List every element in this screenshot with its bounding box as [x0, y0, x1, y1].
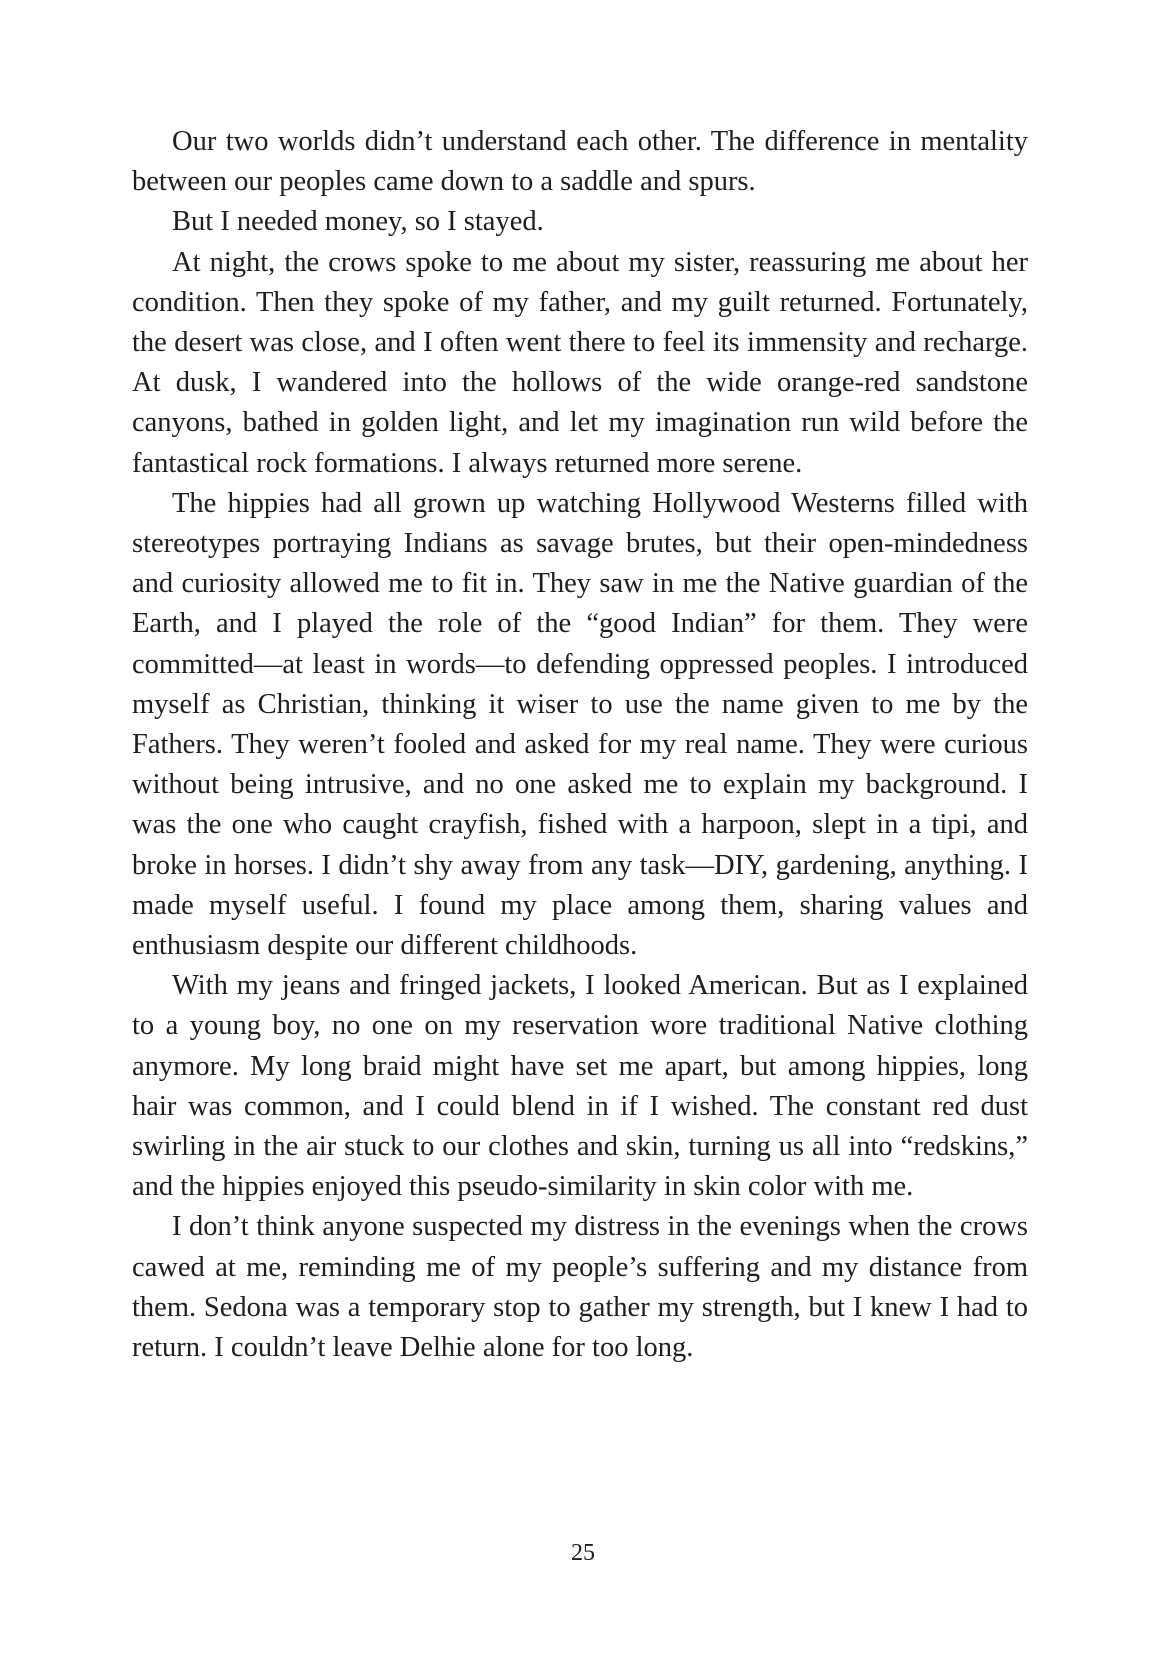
body-text: [132, 122, 1028, 1368]
paragraph: I don’t think anyone suspected my distress in the evenings when the crows cawed at me, reminding me of my people’s suffering and my distance from them. Sedona was a temporary stop to gather my strength, but I knew I had to return. I couldn’t leave Delhie alone for too long.: [132, 1211, 1028, 1364]
paragraph: But I needed money, so I stayed.: [172, 206, 544, 238]
paragraph: At night, the crows spoke to me about my sister, reassuring me about her condition. Then they spoke of my father, and my guilt returned. Fortunately, the desert was close, and I often went there to feel its immensity and recharge. At dusk, I wandered into the hollows of the wide orange-red sandstone canyons, bathed in golden light, and let my imagination run wild before the fantastical rock formations. I always returned more serene.: [132, 246, 1028, 479]
paragraph: Our two worlds didn’t understand each other. The difference in mentality between our peoples came down to a saddle and spurs.: [132, 126, 1028, 198]
paragraph: The hippies had all grown up watching Hollywood Westerns filled with stereotypes portraying Indians as savage brutes, but their open-mindedness and curiosity allowed me to fit in. They saw in me the Native guardian of the Earth, and I played the role of the “good Indian” for them. They were committed—at least in words—to defending oppressed peoples. I introduced myself as Christian, thinking it wiser to use the name given to me by the Fathers. They weren’t fooled and asked for my real name. They were curious without being intrusive, and no one asked me to explain my background. I was the one who caught crayfish, fished with a harpoon, slept in a tipi, and broke in horses. I didn’t shy away from any task—DIY, gardening, anything. I made myself useful. I found my place among them, sharing values and enthusiasm despite our different childhoods.: [132, 487, 1028, 962]
page-number: 25: [571, 1540, 595, 1566]
paragraph: With my jeans and fringed jackets, I looked American. But as I explained to a young boy, no one on my reservation wore traditional Native clothing anymore. My long braid might have set me apart, but among hippies, long hair was common, and I could blend in if I wished. The constant red dust swirling in the air stuck to our clothes and skin, turning us all into “redskins,” and the hippies enjoyed this pseudo-similarity in skin color with me.: [132, 970, 1028, 1203]
